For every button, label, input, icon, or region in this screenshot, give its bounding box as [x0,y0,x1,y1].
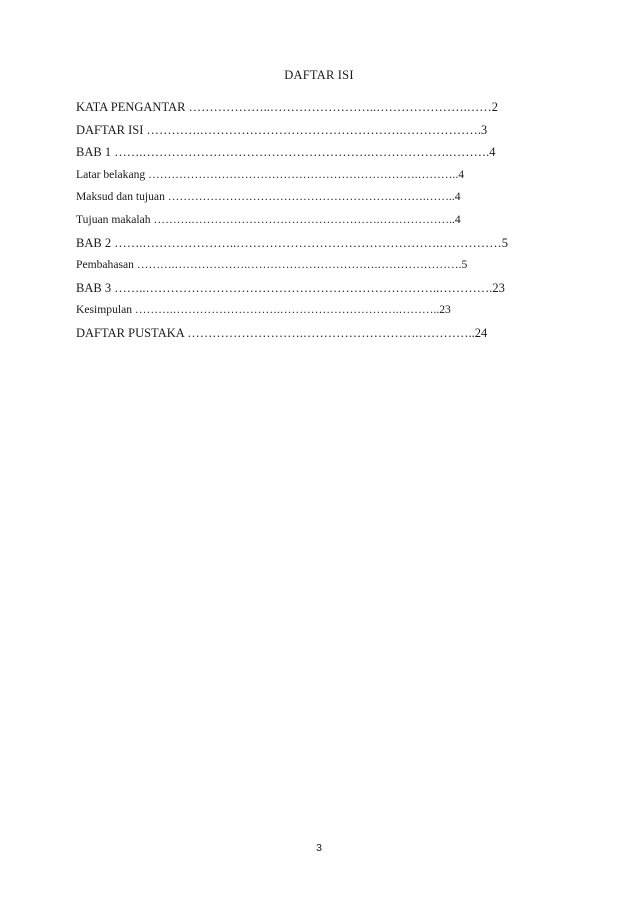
toc-entry-kata-pengantar: KATA PENGANTAR ………………..……………………..………………….……2 [76,100,498,114]
toc-entry-kesimpulan: Kesimpulan ……….……………………….………………………….………..23 [76,303,451,317]
toc-entry-pembahasan: Pembahasan ……….……………….…………………………….………………….5 [76,258,468,272]
toc-entry-daftar-pustaka: DAFTAR PUSTAKA ……………………….……………………….…………..24 [76,325,488,340]
toc-entry-daftar-isi: DAFTAR ISI ………….………………………………………….……………….3 [76,122,488,137]
page-number: 3 [316,842,322,854]
toc-entry-maksud-dan-tujuan: Maksud dan tujuan ………………………………………………………….……..4 [76,190,461,204]
toc-entry-bab-3: BAB 3 ……..……………………………………………………………..………….23 [76,280,505,295]
toc-entry-latar-belakang: Latar belakang …………………………………………………………….………..4 [76,167,465,181]
toc-entry-bab-1: BAB 1 …….……………………………………………….……………….……….4 [76,145,496,160]
page-title: DAFTAR ISI [284,68,354,82]
toc-entry-tujuan-makalah: Tujuan makalah ……….………………………………………….………………..4 [76,212,461,226]
table-of-contents [76,96,508,345]
toc-entry-bab-2: BAB 2 …….…………………..………………………………………….……………5 [76,235,508,250]
